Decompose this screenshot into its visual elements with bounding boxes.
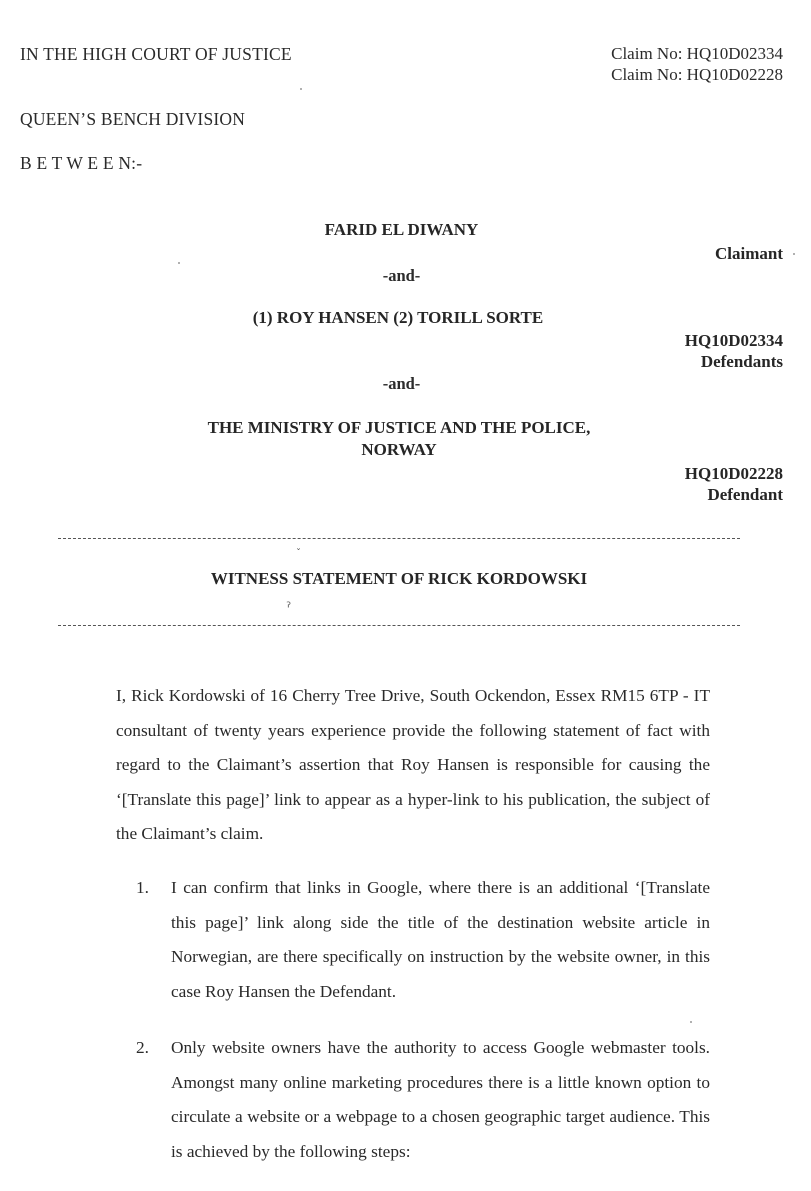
list-item-text: I can confirm that links in Google, where there is an additional ‘[Translate this page]’ link along side the title of the destination website article in Norwegian, are there specifically on instruction by the website owner, in this case Roy Hansen the Defendant. xyxy=(171,878,710,1001)
and-separator-2: -and- xyxy=(382,374,421,393)
defendants-1-role: Defendants xyxy=(700,352,783,371)
defendant-2-name-line-2: NORWAY xyxy=(361,440,437,459)
defendant-2-name-line-1: THE MINISTRY OF JUSTICE AND THE POLICE, xyxy=(207,418,591,437)
scan-speck xyxy=(690,1021,692,1023)
between-label: B E T W E E N:- xyxy=(20,153,143,173)
dashed-divider-top xyxy=(58,538,740,539)
defendants-1-claim-number: HQ10D02334 xyxy=(684,331,783,350)
court-division: QUEEN’S BENCH DIVISION xyxy=(20,109,246,129)
list-item xyxy=(136,1031,710,1169)
pen-mark: ˀ xyxy=(286,600,292,616)
scan-speck xyxy=(793,253,795,255)
defendant-2-claim-number: HQ10D02228 xyxy=(684,464,783,483)
scan-speck xyxy=(300,88,302,90)
claim-number-2: Claim No: HQ10D02228 xyxy=(611,65,783,84)
court-name: IN THE HIGH COURT OF JUSTICE xyxy=(20,44,292,64)
defendant-2-role: Defendant xyxy=(707,485,783,504)
list-item xyxy=(136,871,710,1009)
list-item-text: Only website owners have the authority to access Google webmaster tools. Amongst many online marketing procedures there is a little known option to circulate a website or a webpage to a chosen geographic target audience. This is achieved by the following steps: xyxy=(171,1038,710,1161)
claim-number-1: Claim No: HQ10D02334 xyxy=(611,44,783,63)
claimant-name: FARID EL DIWANY xyxy=(324,220,479,239)
pen-mark: ˇ xyxy=(296,548,301,559)
defendants-1-name: (1) ROY HANSEN (2) TORILL SORTE xyxy=(252,308,544,327)
scan-speck xyxy=(178,262,180,264)
statement-title: WITNESS STATEMENT OF RICK KORDOWSKI xyxy=(210,569,588,588)
dashed-divider-bottom xyxy=(58,625,740,626)
claim-numbers xyxy=(611,43,783,85)
list-item-number: 1. xyxy=(136,878,149,897)
list-item-number: 2. xyxy=(136,1038,149,1057)
claimant-role: Claimant xyxy=(715,244,783,263)
and-separator-1: -and- xyxy=(382,266,421,285)
intro-paragraph: I, Rick Kordowski of 16 Cherry Tree Drive, South Ockendon, Essex RM15 6TP - IT consultant of twenty years experience provide the following statement of fact with regard to the Claimant’s assertion that Roy Hansen is responsible for causing the ‘[Translate this page]’ link to appear as a hyper-link to his publication, the subject of the Claimant’s claim. xyxy=(116,686,710,843)
